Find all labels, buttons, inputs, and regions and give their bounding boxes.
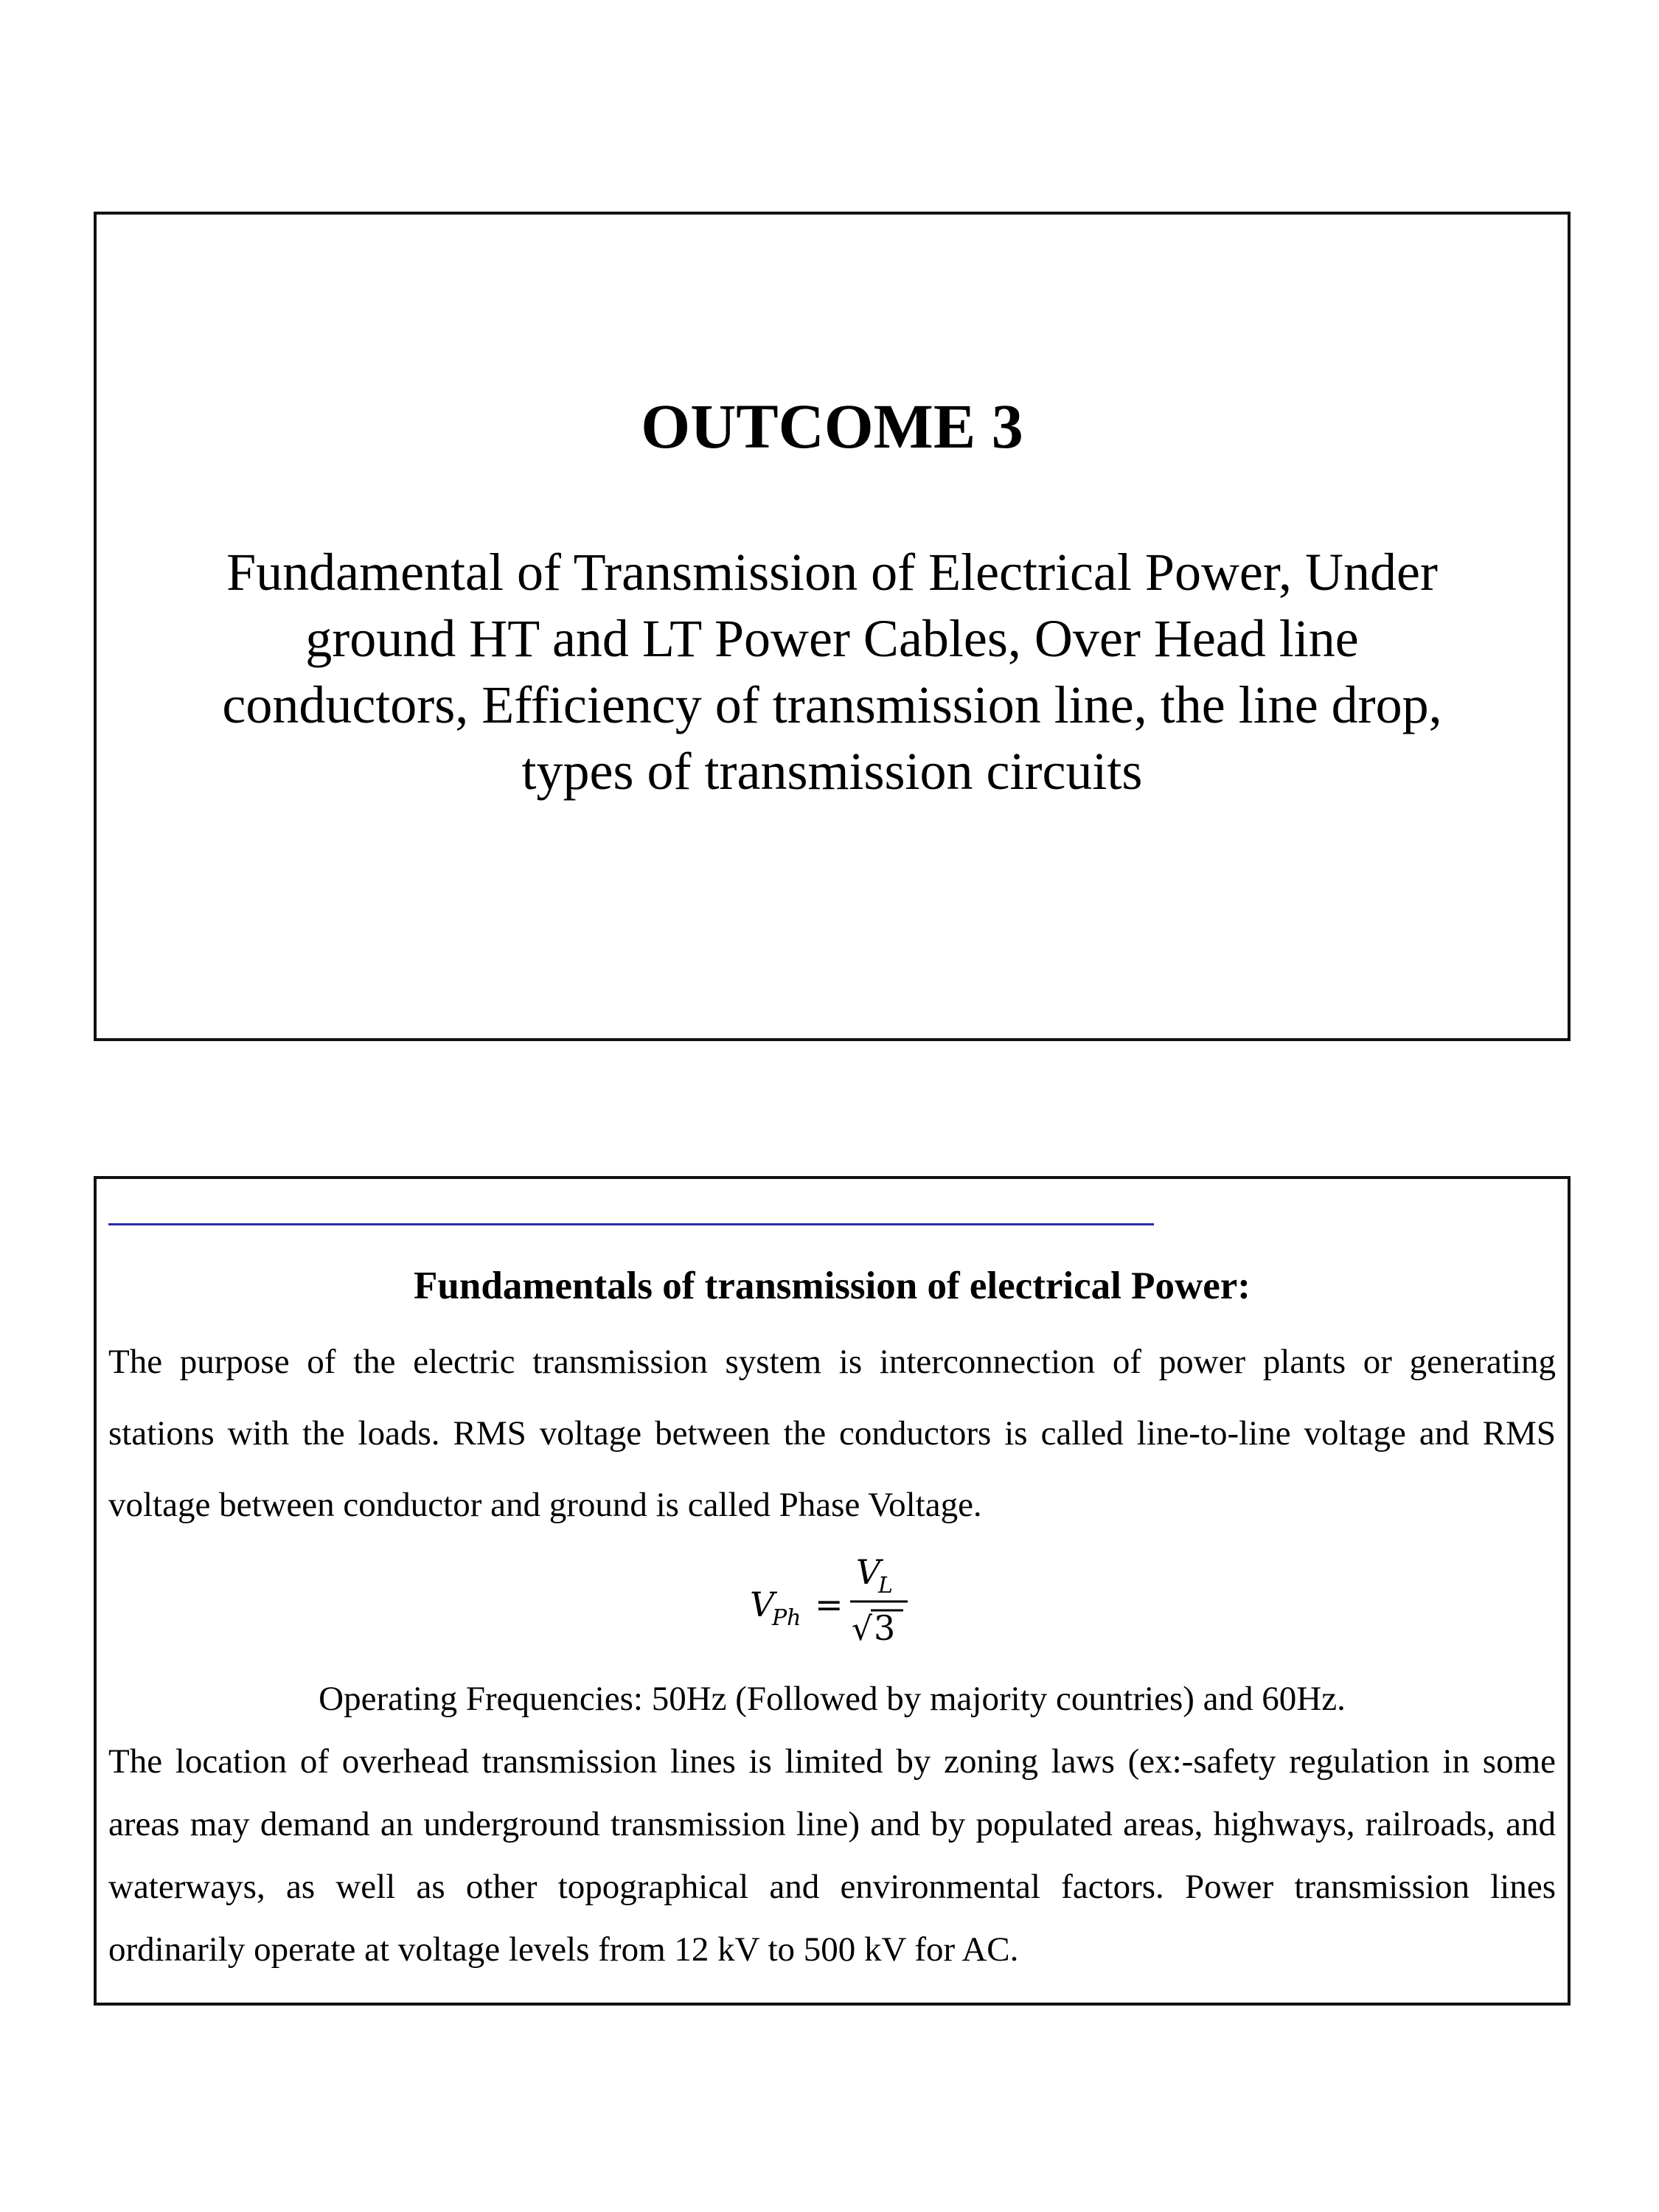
slide-subtitle [170,539,1494,804]
radical-sign: √ [851,1610,872,1647]
subtitle-line: conductors, Efficiency of transmission line, the line drop, [222,675,1442,734]
section-heading: Fundamentals of transmission of electrical Power: [414,1265,1251,1307]
slide-title: OUTCOME 3 [641,391,1023,462]
blue-divider [108,1223,1154,1225]
formula-numerator-subscript: L [877,1573,893,1599]
subtitle-line: ground HT and LT Power Cables, Over Head line [305,609,1359,668]
formula-numerator: V [855,1552,880,1592]
formula-lhs: V [749,1585,774,1624]
formula-equals: = [814,1585,844,1624]
slide-fundamentals [94,1176,1571,2006]
paragraph-purpose: The purpose of the electric transmission system is interconnection of power plants or generating stations with the loads. RMS voltage between the conductors is called line-to-line voltage and RMS voltage between conductor and ground is called Phase Voltage. [108,1343,1556,1524]
radicand: 3 [873,1608,895,1647]
formula-graphic [744,1551,921,1647]
subtitle-line: types of transmission circuits [521,742,1143,801]
paragraph-location: The location of overhead transmission lines is limited by zoning laws (ex:-safety regulation in some areas may demand an underground transmission line) and by populated areas, highways, railroads, and waterways, as well as other topographical and environmental factors. Power transmission lines ordinarily operate at voltage levels from 12 kV to 500 kV for AC. [108,1742,1556,1969]
formula-lhs-subscript: Ph [771,1605,801,1631]
operating-frequencies: Operating Frequencies: 50Hz (Followed by majority countries) and 60Hz. [319,1680,1346,1718]
subtitle-line: Fundamental of Transmission of Electrical Power, Under [226,543,1438,602]
slide-outcome-3 [94,212,1571,1041]
phase-voltage-formula [97,1551,1568,1647]
